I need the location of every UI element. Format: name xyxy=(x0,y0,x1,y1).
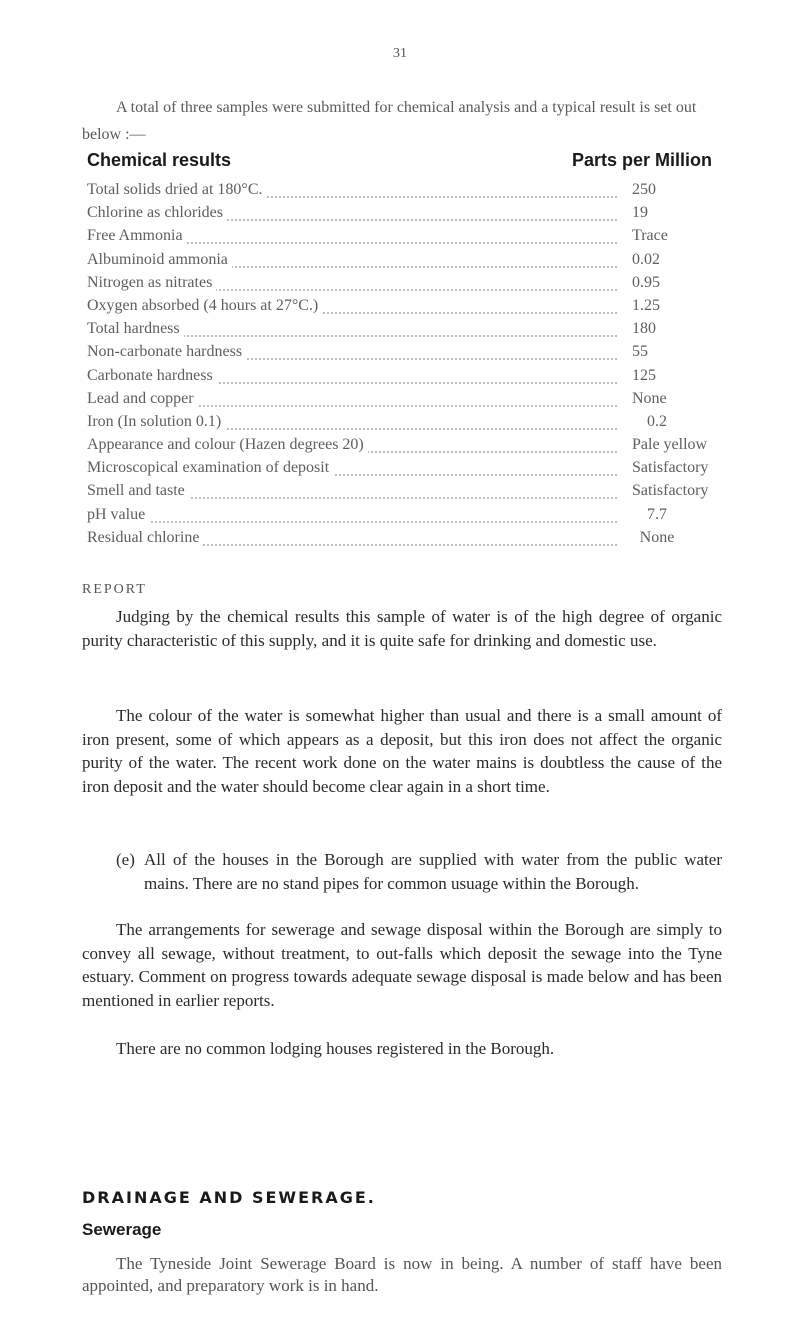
item-text: All of the houses in the Borough are supplied with water from the public water mains. There are no stand pipes for common usuage within the Borough. xyxy=(144,850,722,893)
result-label: Iron (In solution 0.1) xyxy=(87,413,225,431)
result-label: Oxygen absorbed (4 hours at 27°C.) xyxy=(87,297,322,315)
report-paragraph-4: There are no common lodging houses registered in the Borough. xyxy=(116,1039,555,1058)
result-value: 7.7 xyxy=(622,506,692,524)
result-value: 0.2 xyxy=(622,413,692,431)
result-row xyxy=(87,413,767,436)
result-label: Carbonate hardness xyxy=(87,367,217,385)
drainage-section-title: DRAINAGE AND SEWERAGE. xyxy=(82,1188,376,1207)
result-label: Lead and copper xyxy=(87,390,198,408)
report-paragraph-3: The arrangements for sewerage and sewage disposal within the Borough are simply to convey all sewage, without treatment, to out-falls which deposit the sewage into the Tyne estuary. Comment on progress towards adequate sewage disposal is made below and has been mentioned in earlier reports. xyxy=(82,920,722,1010)
result-label: Microscopical examination of deposit xyxy=(87,459,333,477)
result-value: 250 xyxy=(632,181,656,198)
result-value: Trace xyxy=(632,227,668,245)
result-label: Chlorine as chlorides xyxy=(87,204,227,222)
result-row xyxy=(87,482,767,505)
result-row xyxy=(87,367,767,390)
report-heading: REPORT xyxy=(82,582,147,597)
result-value: 0.02 xyxy=(632,250,660,268)
result-value: 1.25 xyxy=(632,296,660,314)
leader-dots xyxy=(147,544,617,546)
result-label: Albuminoid ammonia xyxy=(87,251,232,269)
result-row xyxy=(87,459,767,482)
leader-dots xyxy=(147,382,617,384)
sewerage-paragraph: The Tyneside Joint Sewerage Board is now in being. A number of staff have been appointed, and preparatory work is in hand. xyxy=(82,1254,722,1295)
leader-dots xyxy=(147,242,617,244)
result-row xyxy=(87,320,767,343)
intro-paragraph: A total of three samples were submitted for chemical analysis and a typical result is set out below :— xyxy=(82,99,697,143)
result-value: None xyxy=(622,529,692,547)
chemical-results-table xyxy=(87,181,767,552)
result-label: Free Ammonia xyxy=(87,227,187,245)
results-heading-right: Parts per Million xyxy=(571,150,712,170)
result-label: Appearance and colour (Hazen degrees 20) xyxy=(87,436,368,454)
result-value: None xyxy=(632,389,667,407)
result-value: 0.95 xyxy=(632,273,660,291)
leader-dots xyxy=(147,405,617,407)
sewerage-subtitle: Sewerage xyxy=(82,1220,162,1239)
page-number: 31 xyxy=(393,46,407,61)
result-value: 180 xyxy=(632,320,656,338)
result-row xyxy=(87,274,767,297)
report-paragraph-1: Judging by the chemical results this sample of water is of the high degree of organic purity characteristic of this supply, and it is quite safe for drinking and domestic use. xyxy=(82,607,722,650)
result-label: Total solids dried at 180°C. xyxy=(87,181,266,199)
leader-dots xyxy=(147,497,617,499)
results-heading-left: Chemical results xyxy=(87,150,232,170)
leader-dots xyxy=(147,335,617,337)
result-value: Satisfactory xyxy=(632,459,709,477)
result-row xyxy=(87,436,767,459)
result-value: Pale yellow xyxy=(632,436,708,454)
result-row xyxy=(87,390,767,413)
leader-dots xyxy=(147,289,617,291)
result-row xyxy=(87,227,767,250)
item-marker: (e) xyxy=(116,850,135,869)
report-item-e xyxy=(82,848,722,895)
result-label: Residual chlorine xyxy=(87,529,203,547)
result-label: Smell and taste xyxy=(87,482,189,500)
result-label: Total hardness xyxy=(87,320,184,338)
result-row xyxy=(87,297,767,320)
result-value: 19 xyxy=(632,204,648,222)
result-value: 125 xyxy=(632,366,656,384)
result-value: 55 xyxy=(632,343,648,361)
result-row xyxy=(87,251,767,274)
result-label: Nitrogen as nitrates xyxy=(87,274,216,292)
leader-dots xyxy=(147,521,617,523)
result-label: pH value xyxy=(87,506,149,524)
result-row xyxy=(87,529,767,552)
result-value: Satisfactory xyxy=(632,482,709,500)
result-row xyxy=(87,181,767,204)
result-row xyxy=(87,343,767,366)
result-row xyxy=(87,506,767,529)
report-paragraph-2: The colour of the water is somewhat higher than usual and there is a small amount of iron present, some of which appears as a deposit, but this iron does not affect the organic purity of the water. The recent work done on the water mains is doubtless the cause of the iron deposit and the water should become clear again in a short time. xyxy=(82,706,722,796)
result-row xyxy=(87,204,767,227)
results-header xyxy=(87,150,712,171)
result-label: Non-carbonate hardness xyxy=(87,343,246,361)
